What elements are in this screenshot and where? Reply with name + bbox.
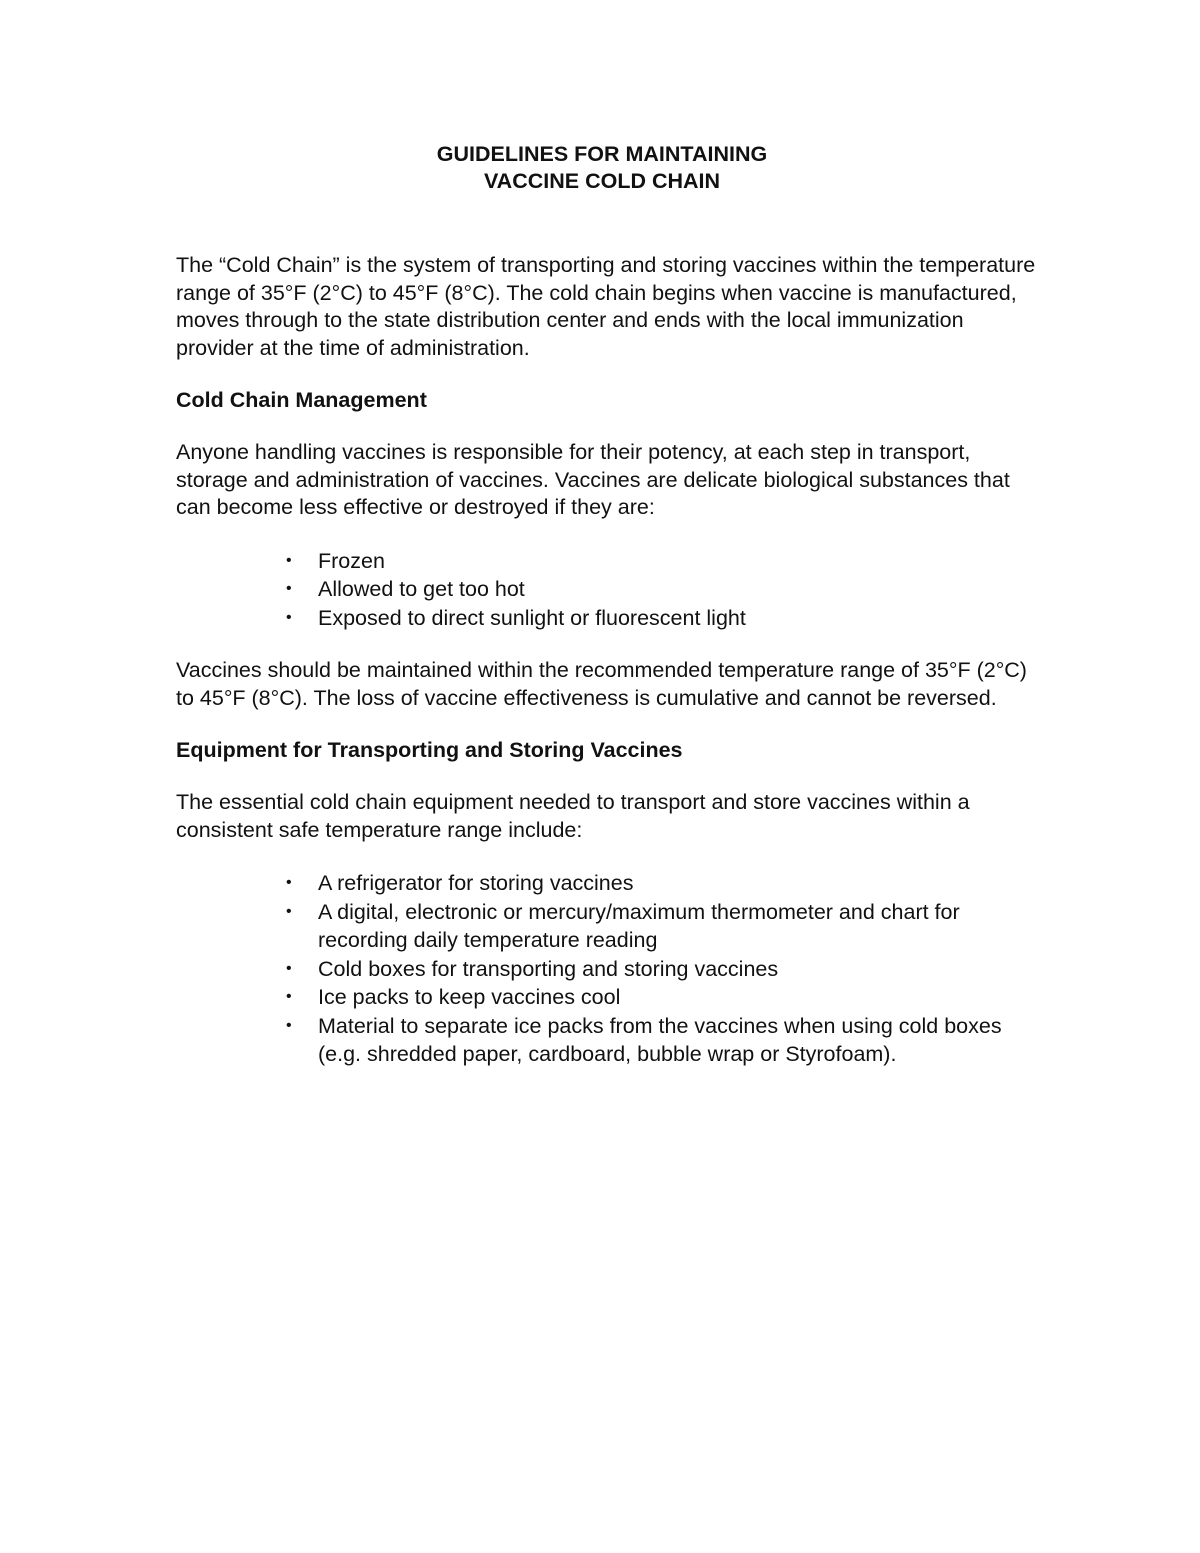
list-item: • A refrigerator for storing vaccines [286, 869, 1036, 898]
list-item: • A digital, electronic or mercury/maximum thermometer and chart for recording daily temperature reading [286, 899, 960, 952]
equipment-paragraph: The essential cold chain equipment needed to transport and store vaccines within a consistent safe temperature range include: [176, 790, 970, 842]
document-content [176, 141, 1036, 1069]
bullet-icon: • [286, 959, 292, 977]
list-item: • Cold boxes for transporting and storing vaccines [286, 955, 1036, 984]
bullet-icon: • [286, 580, 292, 597]
list-item: • Ice packs to keep vaccines cool [286, 983, 1036, 1012]
risk-list [176, 547, 1036, 633]
section-heading-cold-chain-management: Cold Chain Management [176, 388, 427, 412]
document-title [172, 141, 1032, 195]
section-heading-equipment: Equipment for Transporting and Storing Vaccines [176, 738, 683, 762]
list-item: • Material to separate ice packs from the vaccines when using cold boxes (e.g. shredded paper, cardboard, bubble wrap or Styrofoam). [286, 1013, 1002, 1066]
bullet-icon: • [286, 874, 292, 891]
bullet-icon: • [286, 902, 292, 920]
bullet-icon: • [286, 988, 292, 1005]
bullet-icon: • [286, 551, 292, 569]
management-closing-paragraph: Vaccines should be maintained within the recommended temperature range of 35°F (2°C) to 45°F (8°C). The loss of vaccine effectiveness is cumulative and cannot be reversed. [176, 658, 1027, 710]
bullet-icon: • [286, 608, 292, 626]
title-line-2: VACCINE COLD CHAIN [483, 169, 721, 193]
bullet-icon: • [286, 1016, 292, 1034]
list-item: • Allowed to get too hot [286, 575, 1036, 604]
list-item: • Frozen [286, 547, 1036, 576]
title-line-1: GUIDELINES FOR MAINTAINING [436, 142, 768, 166]
management-paragraph: Anyone handling vaccines is responsible for their potency, at each step in transport, storage and administration of vaccines. Vaccines are delicate biological substances that can become less effective or destroyed if they are: [176, 440, 1010, 519]
intro-paragraph: The “Cold Chain” is the system of transporting and storing vaccines within the temperature range of 35°F (2°C) to 45°F (8°C). The cold chain begins when vaccine is manufactured, moves through to the state distribution center and ends with the local immunization provider at the time of administration. [176, 253, 1036, 360]
equipment-list [176, 869, 1036, 1069]
list-item: • Exposed to direct sunlight or fluorescent light [286, 604, 1036, 633]
